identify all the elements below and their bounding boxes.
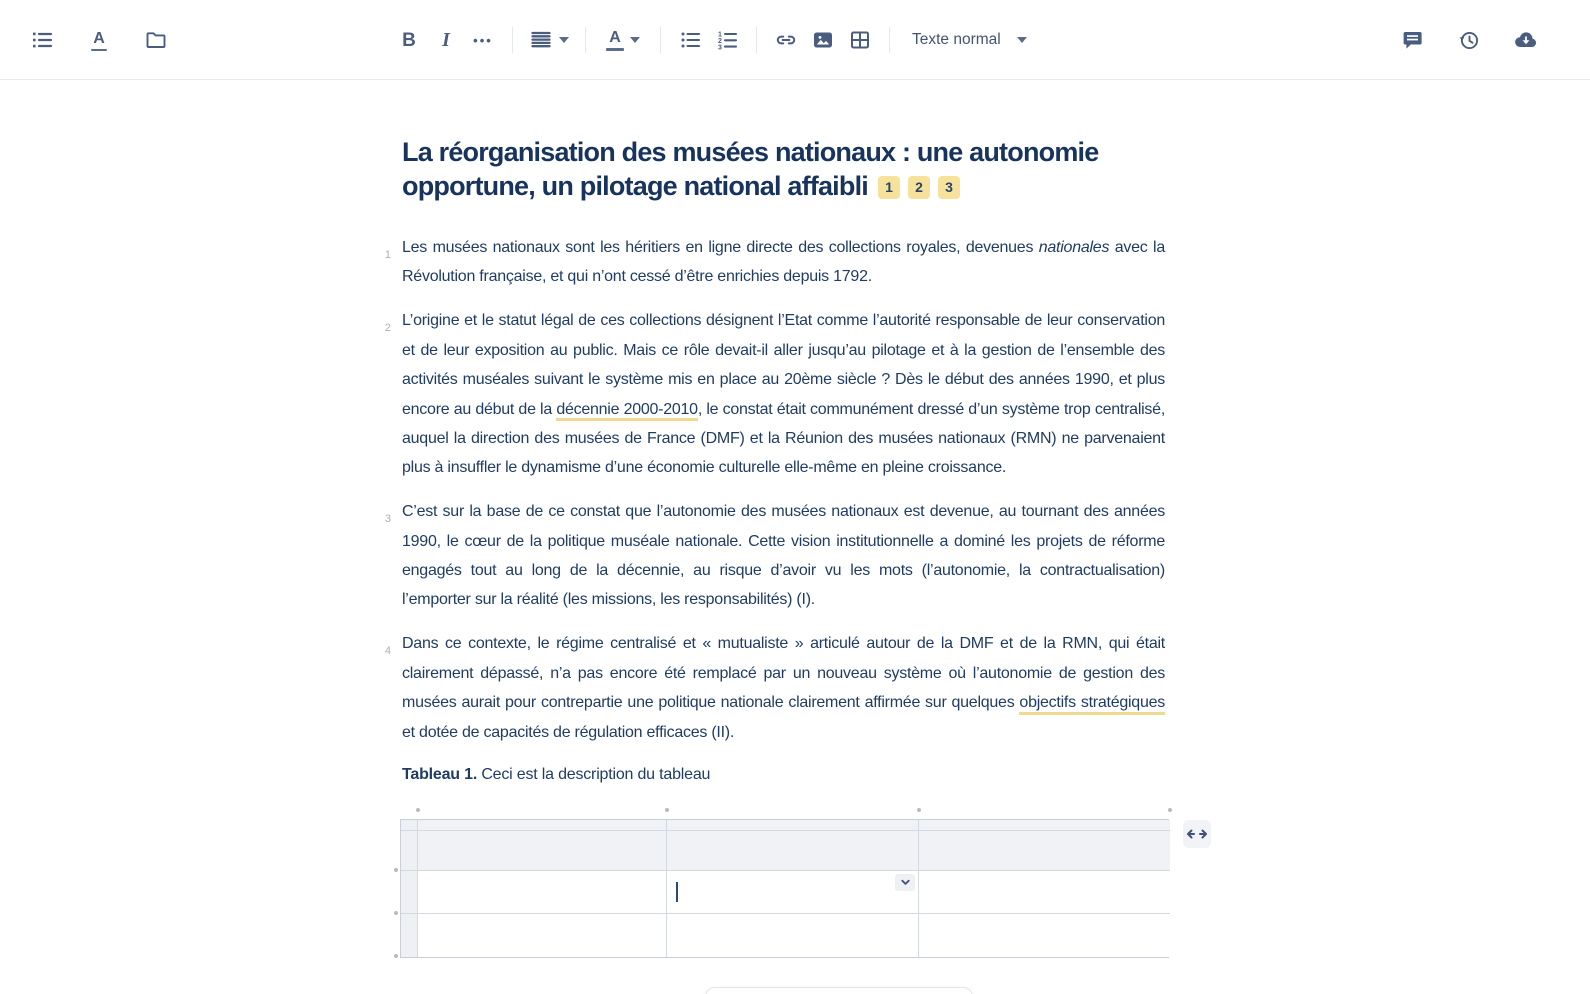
table-header-cell[interactable] [418, 831, 667, 871]
table-cell[interactable] [919, 871, 1170, 914]
document-content[interactable] [384, 135, 1166, 968]
row-grip-handle[interactable] [394, 868, 398, 872]
table-row-handle[interactable] [401, 871, 418, 914]
text-segment: L’origine et le statut légal de ces collections désignent l’Etat comme l’autorité responsable de leur conservation et de leur exposition au public. Mais ce rôle devait-il aller jusqu’au pilotage et à la gestion de l’ensemble des activités muséales suivant le système mis en place au 20ème siècle ? Dès le début des années 1990, et plus encore au début de la [402, 312, 1165, 418]
ordered-list-icon[interactable] [714, 27, 740, 53]
annotated-text: objectifs stratégiques [1019, 694, 1165, 715]
paragraph[interactable] [384, 233, 1166, 292]
row-grip-handle[interactable] [394, 954, 398, 958]
footnote-badge[interactable]: 1 [878, 176, 900, 199]
table-cell[interactable] [418, 871, 667, 914]
table[interactable] [400, 819, 1169, 958]
page-title: La réorganisation des musées nationaux : une autonomie opportune, un pilotage national affaibli 1 2 3 [402, 137, 1099, 201]
table-cell-active[interactable] [667, 871, 919, 914]
chevron-down-icon [559, 37, 569, 43]
paragraph-number: 1 [384, 249, 391, 261]
bold-button[interactable]: B [402, 29, 416, 51]
editor-toolbar [0, 0, 1590, 80]
table-cell[interactable] [418, 914, 667, 957]
column-grip-handle[interactable] [416, 808, 420, 812]
svg-text:1: 1 [718, 31, 722, 39]
toolbar-separator [585, 27, 586, 53]
paragraph-number: 3 [384, 513, 391, 526]
table-cell[interactable] [919, 914, 1170, 957]
text-segment: C’est sur la base de ce constat que l’autonomie des musées nationaux est devenue, au tournant des années 1990, le cœur de la politique muséale nationale. Cette vision institutionnelle a dominé les projets de réforme engagés tout au long de la décennie, au risque d’avoir vu les mots (l’autonomie, la contractualisation) l’emporter sur la réalité (les missions, les responsabilités) (I). [402, 503, 1165, 609]
paragraph-number: 2 [384, 322, 391, 335]
chevron-down-icon [900, 877, 911, 888]
table-row-handle[interactable] [401, 914, 418, 957]
text-segment: avec la Révolution française, et qui n’ont cessé d’être enrichies depuis 1792. [402, 239, 1166, 286]
table-header-cell[interactable] [667, 831, 919, 871]
text-color-icon[interactable]: A [602, 27, 644, 53]
italic-button[interactable]: I [442, 29, 450, 51]
footnote-badge[interactable]: 3 [938, 176, 960, 199]
chevron-down-icon [1017, 37, 1027, 43]
history-icon[interactable] [1456, 27, 1482, 53]
column-grip-handle[interactable] [1168, 808, 1172, 812]
paragraph[interactable] [384, 497, 1165, 615]
paragraph[interactable] [384, 306, 1166, 482]
folder-icon[interactable] [143, 27, 169, 53]
table-toolbar-popup[interactable] [705, 987, 973, 994]
toolbar-separator [756, 27, 757, 53]
table-editor [402, 808, 1165, 968]
more-options-button[interactable]: ••• [473, 32, 493, 48]
toolbar-separator [889, 27, 890, 53]
paragraph-style-dropdown[interactable]: Texte normal [912, 31, 1027, 49]
table-column-controls[interactable] [667, 820, 919, 831]
footnote-badges [878, 176, 960, 199]
toolbar-separator [512, 27, 513, 53]
text-segment: , le constat était communément dressé d’un système trop centralisé, auquel la direction des musées de France (DMF) et la Réunion des musées nationaux (RMN) ne parvenaient plus à insuffler le dynamisme d’une économie culturelle elle-même en pleine croissance. [402, 400, 1166, 477]
align-justify-icon[interactable] [529, 27, 569, 53]
expand-horizontal-icon [1187, 827, 1207, 841]
column-grip-handle[interactable] [917, 808, 921, 812]
table-width-toggle-button[interactable] [1183, 820, 1211, 848]
text-segment: nationales [1038, 239, 1110, 256]
text-style-icon[interactable]: A [86, 27, 112, 53]
text-segment: Dans ce contexte, le régime centralisé et « mutualiste » articulé autour de la DMF et de la RMN, qui était clairement dépassé, n’a pas encore été remplacé par un nouveau système où l’autonomie de gestion des musées aurait pour contrepartie une politique nationale clairement affirmée sur quelques [402, 635, 1165, 712]
annotated-text: décennie 2000-2010 [556, 401, 698, 422]
svg-text:3: 3 [718, 44, 722, 52]
table-header-cell[interactable] [919, 831, 1170, 871]
toolbar-separator [660, 27, 661, 53]
chevron-down-icon [630, 37, 640, 43]
column-grip-handle[interactable] [665, 808, 669, 812]
paragraph[interactable] [384, 629, 1165, 747]
table-corner-handle[interactable] [401, 820, 418, 831]
image-icon[interactable] [810, 27, 836, 53]
table-cell[interactable] [667, 914, 919, 957]
comments-icon[interactable] [1399, 27, 1425, 53]
svg-text:2: 2 [718, 37, 722, 45]
paragraph-number: 4 [384, 645, 391, 658]
text-segment: Les musées nationaux sont les héritiers en ligne directe des collections royales, devenues [402, 239, 1039, 256]
cloud-download-icon[interactable] [1513, 27, 1539, 53]
footnote-badge[interactable]: 2 [908, 176, 930, 199]
table-row-handle[interactable] [401, 831, 418, 871]
paragraph-list [384, 233, 1166, 747]
table-column-controls[interactable] [919, 820, 1170, 831]
table-caption[interactable]: Tableau 1. Ceci est la description du tableau [402, 766, 711, 783]
table-column-controls[interactable] [418, 820, 667, 831]
bullet-list-icon[interactable] [677, 27, 703, 53]
cell-menu-button[interactable] [895, 874, 915, 891]
link-icon[interactable] [773, 27, 799, 53]
outline-icon[interactable] [29, 27, 55, 53]
text-segment: et dotée de capacités de régulation efficaces (II). [402, 723, 735, 741]
text-cursor [676, 882, 678, 902]
row-grip-handle[interactable] [394, 911, 398, 915]
table-icon[interactable] [847, 27, 873, 53]
